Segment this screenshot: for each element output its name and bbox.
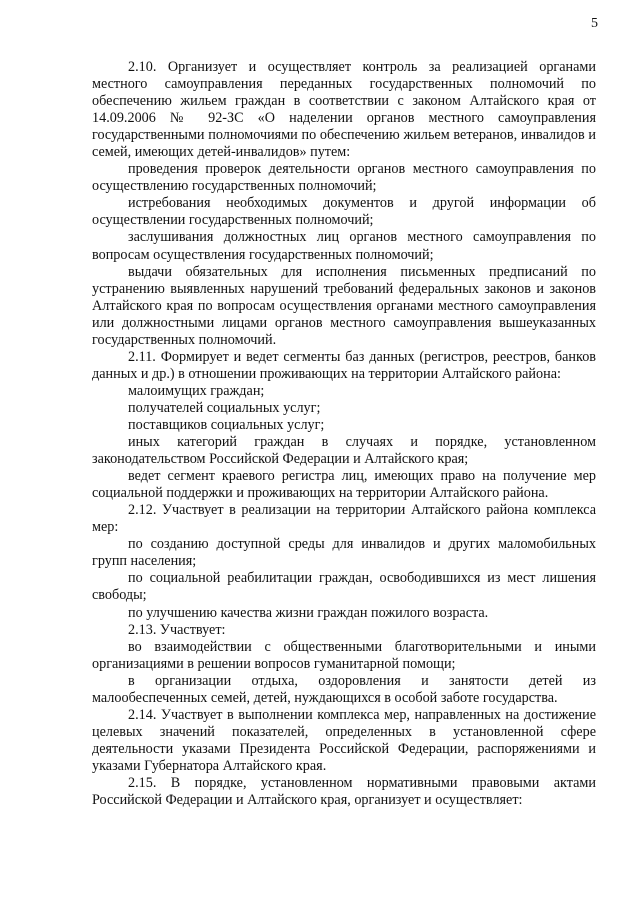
paragraph-item: во взаимодействии с общественными благотворительными и иными организациями в решении вопросов гуманитарной помощи; [92,638,596,672]
paragraph-item: по социальной реабилитации граждан, освободившихся из мест лишения свободы; [92,570,596,604]
paragraph-item: в организации отдыха, оздоровления и занятости детей из малообеспеченных семей, детей, нуждающихся в особой заботе государства. [92,672,596,706]
paragraph-item: по созданию доступной среды для инвалидов и других маломобильных групп населения; [92,536,596,570]
paragraph-item: малоимущих граждан; [128,382,265,399]
paragraph-item: иных категорий граждан в случаях и порядке, установленном законодательством Российской Федерации и Алтайского края; [92,434,596,468]
paragraph-item: выдачи обязательных для исполнения письменных предписаний по устранению выявленных нарушений требований федеральных законов и законов Алтайского края по вопросам осуществления органами местного самоуправления или должностными лицами органов местного самоуправления вышеуказанных государственных полномочий. [92,263,596,348]
paragraph-item: истребования необходимых документов и другой информации об осуществлении государственных полномочий; [92,195,596,229]
paragraph-2-10: 2.10. Организует и осуществляет контроль за реализацией органами местного самоуправления переданных государственных полномочий по обеспечению жильем граждан в соответствии с законом Алтайского края от 14.09.2006 № 92-ЗС «О наделении органов местного самоуправления государственными полномочиями по обеспечению жильем ветеранов, инвалидов и семей, имеющих детей-инвалидов» путем: [92,59,596,161]
paragraph-item: ведет сегмент краевого регистра лиц, имеющих право на получение мер социальной поддержки и проживающих на территории Алтайского района. [92,468,596,502]
paragraph-2-15: 2.15. В порядке, установленном нормативными правовыми актами Российской Федерации и Алтайского края, организует и осуществляет: [92,774,596,809]
paragraph-item: получателей социальных услуг; [128,399,321,416]
paragraph-item: по улучшению качества жизни граждан пожилого возраста. [128,604,489,621]
document-body [92,59,596,809]
paragraph-item: поставщиков социальных услуг; [128,416,325,433]
page-number: 5 [591,16,598,31]
paragraph-item: проведения проверок деятельности органов местного самоуправления по осуществлению государственных полномочий; [92,161,596,195]
paragraph-item: заслушивания должностных лиц органов местного самоуправления по вопросам осуществления государственных полномочий; [92,229,596,263]
paragraph-2-11: 2.11. Формирует и ведет сегменты баз данных (регистров, реестров, банков данных и др.) в отношении проживающих на территории Алтайского района: [92,348,596,382]
paragraph-2-12: 2.12. Участвует в реализации на территории Алтайского района комплекса мер: [92,502,596,536]
paragraph-2-13: 2.13. Участвует: [128,621,226,638]
paragraph-2-14: 2.14. Участвует в выполнении комплекса мер, направленных на достижение целевых значений показателей, определенных в установленной сфере деятельности указами Президента Российской Федерации, распоряжениями и указами Губернатора Алтайского края. [92,706,596,774]
